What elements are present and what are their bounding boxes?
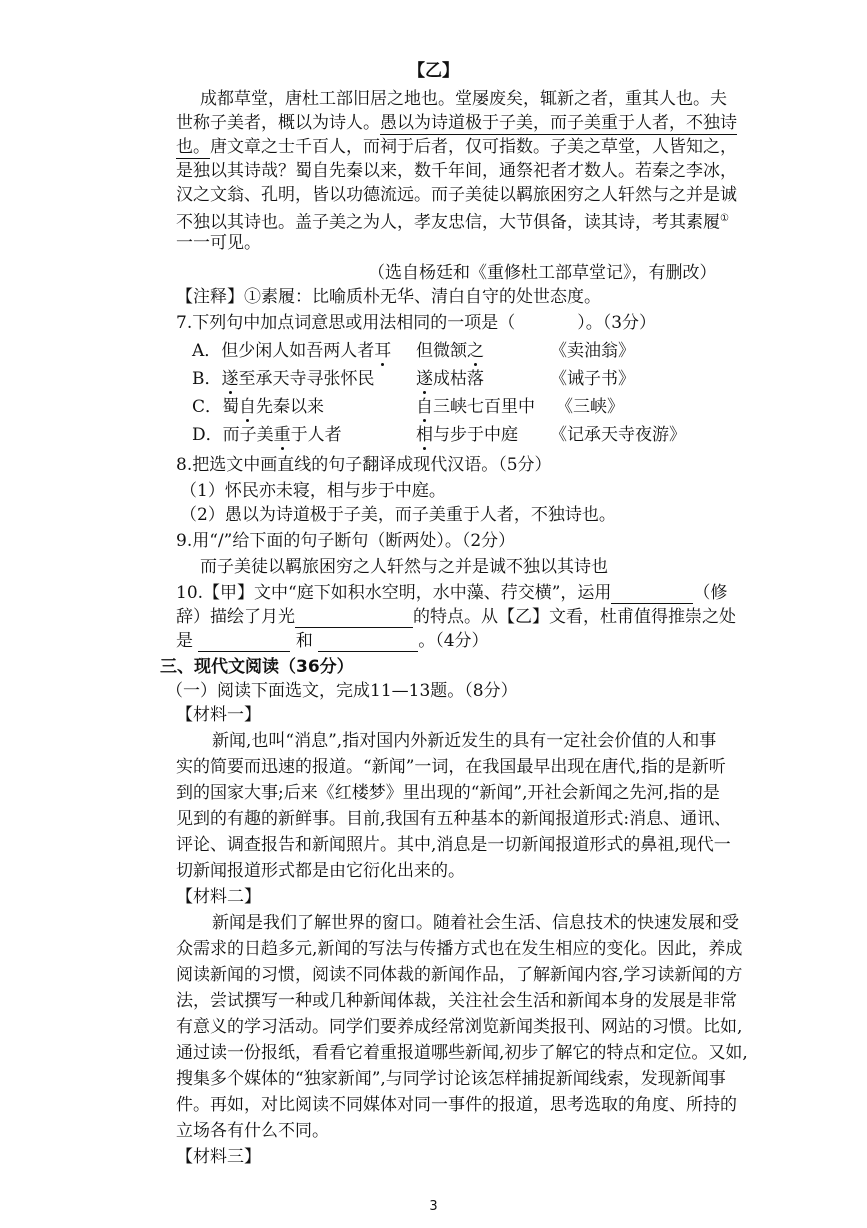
q7-c-left-dot: 自 [239, 397, 257, 417]
q7-b-left-dot: 遂 [221, 369, 239, 389]
material-2-line: 众需求的日趋多元,新闻的写法与传播方式也在发生相应的变化。因此，养成 [176, 939, 743, 959]
q7-option-c-source: 《三峡》 [556, 397, 624, 417]
q10-blank-moonlight[interactable] [295, 609, 413, 628]
passage-line-1: 成都草堂，唐杜工部旧居之地也。堂屡废矣，辄新之者，重其人也。夫 [200, 89, 727, 109]
q10-line-3-b: 和 [295, 631, 313, 651]
page-number: 3 [429, 1199, 438, 1214]
q10-line-2-end: 的特点。从【乙】文看，杜甫值得推崇之处 [413, 607, 736, 627]
q7-option-b-source: 《诫子书》 [550, 369, 635, 389]
q7-c-left-pre: C．蜀 [192, 397, 240, 417]
material-3-heading: 【材料三】 [176, 1147, 261, 1167]
material-2-line: 通过读一份报纸，看看它着重报道哪些新闻,初步了解它的特点和定位。又如, [176, 1043, 748, 1063]
q8-sentence-1: （1）怀民亦未寝，相与步于中庭。 [180, 481, 446, 501]
q10-blank-merit-1[interactable] [198, 633, 290, 652]
q10-line-3 [176, 630, 489, 652]
material-2-line: 阅读新闻的习惯，阅读不同体裁的新闻作品，了解新闻内容,学习读新闻的方 [176, 965, 743, 985]
q9-stem: 9.用“/”给下面的句子断句（断两处）。（2分） [176, 531, 516, 551]
q7-d-left-post: 于人者 [290, 425, 342, 445]
q7-stem-a: 7.下列句中加点词意思或用法相同的一项是（ [176, 313, 516, 333]
q7-a-right-pre: 但微颔 [416, 341, 467, 361]
material-1-line: 新闻,也叫“消息”,指对国内外新近发生的具有一定社会价值的人和事 [212, 731, 717, 751]
q7-option-c [192, 396, 324, 418]
q7-c-right-dot: 自 [416, 397, 433, 417]
material-2-line: 法，尝试撰写一种或几种新闻体裁，关注社会生活和新闻本身的发展是非常 [176, 991, 737, 1011]
q10-line-2-text: 辞）描绘了月光 [176, 607, 295, 627]
subsection-1-heading: （一）阅读下面选文，完成11—13题。（8分） [166, 681, 518, 701]
passage-line-3 [176, 136, 737, 158]
material-2-line: 新闻是我们了解世界的窗口。随着社会生活、信息技术的快速发展和受 [212, 913, 739, 933]
material-1-line: 评论、调查报告和新闻照片。其中,消息是一切新闻报道形式的鼻祖,现代一 [176, 835, 731, 855]
q7-stem-b: ）。（3分） [577, 313, 657, 333]
passage-yi-heading: 【乙】 [408, 61, 459, 81]
material-1-heading: 【材料一】 [176, 705, 261, 725]
material-2-line: 件。再如，对比阅读不同媒体对同一事件的报道，思考选取的角度、所持的 [176, 1095, 737, 1115]
q7-d-right-dot: 相 [416, 425, 433, 445]
material-2-line: 搜集多个媒体的“独家新闻”,与同学讨论该怎样捕捉新闻线索，发现新闻事 [176, 1069, 726, 1089]
passage-line-5: 汉之文翁、孔明，皆以功德流远。而子美徒以羁旅困穷之人轩然与之并是诚 [176, 185, 737, 205]
q7-a-left-dot: 耳 [374, 341, 392, 361]
q10-line-2 [176, 606, 736, 628]
q7-option-d-compare [416, 424, 518, 446]
q7-option-a-compare [416, 340, 484, 362]
underlined-sentence-part-2: 也。 [176, 137, 210, 157]
q7-option-b-compare [416, 368, 484, 390]
material-1-line: 切新闻报道形式都是由它衍化出来的。 [176, 861, 465, 881]
annotation-note: 【注释】①素履：比喻质朴无华、清白自守的处世态度。 [176, 287, 601, 307]
footnote-marker: ① [720, 213, 729, 224]
q8-stem: 8.把选文中画直线的句子翻译成现代汉语。（5分） [176, 455, 552, 475]
passage-line-6 [176, 208, 729, 234]
section-3-heading: 三、现代文阅读（36分） [160, 657, 354, 677]
q7-option-d [192, 424, 342, 446]
material-2-line: 有意义的学习活动。同学们要养成经常浏览新闻类报刊、网站的习惯。比如, [176, 1017, 743, 1037]
q10-line-3-c: 。（4分） [418, 631, 489, 651]
q7-b-right-dot: 遂 [416, 369, 433, 389]
material-1-line: 到的国家大事;后来《红楼梦》里出现的“新闻”,开社会新闻之先河,指的是 [176, 783, 720, 803]
q7-c-left-post: 先秦以来 [256, 397, 325, 417]
underlined-sentence-part-1: 愚以为诗道极于子美，而子美重于人者，不独诗 [380, 113, 737, 133]
passage-line-6-text: 不独以其诗也。盖子美之为人，孝友忠信，大节俱备，读其诗，考其素履 [176, 212, 720, 233]
q7-option-d-source: 《记承天寺夜游》 [550, 425, 686, 445]
q7-option-a [192, 340, 391, 362]
q10-blank-merit-2[interactable] [318, 633, 418, 652]
passage-source: （选自杨廷和《重修杜工部草堂记》，有删改） [368, 263, 717, 283]
material-1-line: 实的简要而迅速的报道。“新闻”一词，在我国最早出现在唐代,指的是新听 [176, 757, 726, 777]
q8-sentence-2: （2）愚以为诗道极于子美，而子美重于人者，不独诗也。 [180, 505, 616, 525]
q7-b-left-post: 至承天寺寻张怀民 [238, 369, 375, 389]
q7-d-left-dot: 重 [273, 425, 291, 445]
q7-stem [176, 312, 656, 334]
q10-line-1-end: （修 [693, 583, 728, 603]
passage-line-2 [176, 112, 737, 134]
q7-b-right-post: 成枯落 [433, 369, 484, 389]
q7-a-left-pre: A．但少闲人如吾两人者 [192, 341, 375, 361]
q7-answer-blank[interactable] [515, 316, 577, 334]
q7-a-right-dot: 之 [467, 341, 484, 361]
q10-line-1-text: 10.【甲】文中“庭下如积水空明，水中藻、荇交横”，运用 [176, 583, 612, 603]
q7-c-right-post: 三峡七百里中 [433, 397, 535, 417]
q7-d-left-pre: D．而子美 [192, 425, 274, 445]
q7-d-right-post: 与步于中庭 [433, 425, 518, 445]
material-2-line: 立场各有什么不同。 [176, 1121, 329, 1141]
q9-sentence: 而子美徒以羁旅困穷之人轩然与之并是诚不独以其诗也 [200, 557, 608, 577]
q7-option-c-compare [416, 396, 535, 418]
passage-line-4: 是独以其诗哉？蜀自先秦以来，数千年间，通祭祀者才数人。若秦之李冰， [176, 161, 737, 181]
passage-line-7: 一一可见。 [176, 233, 261, 253]
material-2-heading: 【材料二】 [176, 887, 261, 907]
q10-blank-rhetoric[interactable] [611, 585, 693, 604]
q7-option-a-source: 《卖油翁》 [550, 341, 635, 361]
q7-option-b [192, 368, 375, 390]
passage-line-2-text: 世称子美者，概以为诗人。 [176, 113, 380, 133]
q7-b-left-pre: B． [192, 369, 222, 389]
q10-line-1 [176, 582, 727, 604]
q10-line-3-a: 是 [176, 631, 193, 651]
passage-line-3-text: 唐文章之士千百人，而祠于后者，仅可指数。子美之草堂，人皆知之， [210, 137, 737, 157]
material-1-line: 见到的有趣的新鲜事。目前,我国有五种基本的新闻报道形式:消息、通讯、 [176, 809, 732, 829]
